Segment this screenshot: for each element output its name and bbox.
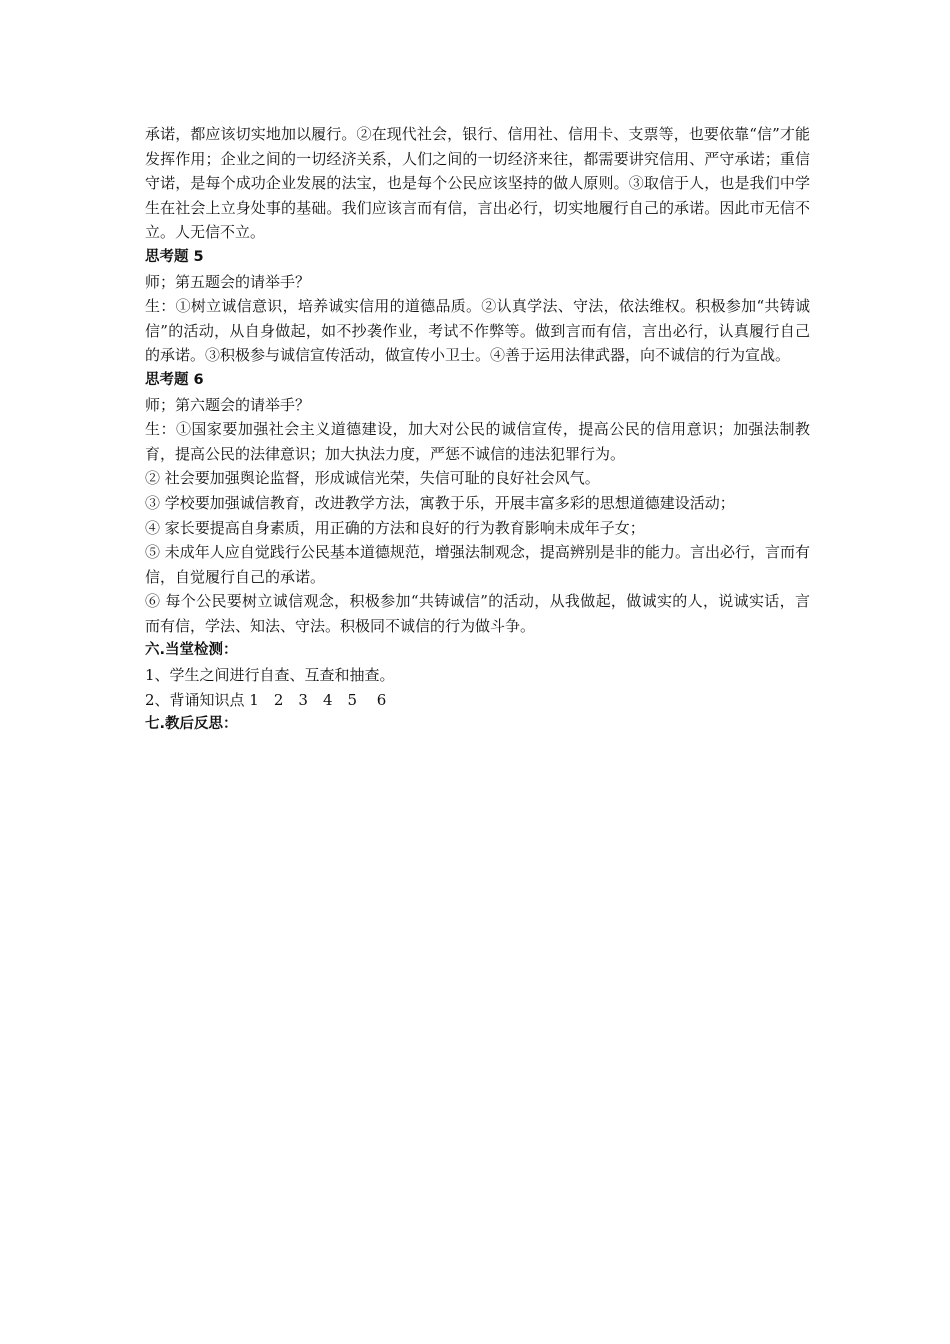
student-answer-question-6-item-5: ⑤ 未成年人应自觉践行公民基本道德规范，增强法制观念，提高辨别是非的能力。言出必行，言而有信，自觉履行自己的承诺。 xyxy=(145,543,810,586)
teacher-line-question-5: 师；第五题会的请举手？ xyxy=(145,272,311,291)
student-answer-question-6-item-6: ⑥ 每个公民要树立诚信观念，积极参加“共铸诚信”的活动，从我做起，做诚实的人，说诚实话，言而有信，学法、知法、守法。积极同不诚信的行为做斗争。 xyxy=(145,592,810,635)
student-answer-question-6-item-1: 生：①国家要加强社会主义道德建设，加大对公民的诚信宣传，提高公民的信用意识；加强法制教育，提高公民的法律意识；加大执法力度，严惩不诚信的违法犯罪行为。 xyxy=(145,420,810,463)
student-answer-question-6-item-3: ③ 学校要加强诚信教育，改进教学方法，寓教于乐，开展丰富多彩的思想道德建设活动； xyxy=(145,493,735,512)
heading-teaching-reflection: 七.教后反思： xyxy=(145,716,238,733)
paragraph-honesty-importance: 承诺，都应该切实地加以履行。②在现代社会，银行、信用社、信用卡、支票等，也要依靠“信”才能发挥作用；企业之间的一切经济关系，人们之间的一切经济来往，都需要讲究信用、严守承诺；重信守诺，是每个成功企业发展的法宝，也是每个公民应该坚持的做人原则。③取信于人，也是我们中学生在社会上立身处事的基础。我们应该言而有信，言出必行，切实地履行自己的承诺。因此市无信不立。人无信不立。 xyxy=(145,125,810,242)
heading-question-6: 思考题 6 xyxy=(145,371,204,388)
teacher-line-question-6: 师；第六题会的请举手？ xyxy=(145,395,311,414)
heading-question-5: 思考题 5 xyxy=(145,248,204,265)
heading-classroom-test: 六.当堂检测： xyxy=(145,642,238,659)
student-answer-question-5: 生：①树立诚信意识，培养诚实信用的道德品质。②认真学法、守法，依法维权。积极参加“共铸诚信”的活动，从自身做起，如不抄袭作业，考试不作弊等。做到言而有信，言出必行，认真履行自己的承诺。③积极参与诚信宣传活动，做宣传小卫士。④善于运用法律武器，向不诚信的行为宣战。 xyxy=(145,297,810,365)
student-answer-question-6-item-4: ④ 家长要提高自身素质，用正确的方法和良好的行为教育影响未成年子女； xyxy=(145,518,645,537)
document-body xyxy=(145,122,810,737)
classroom-test-item-2: 2、背诵知识点 1 2 3 4 5 6 xyxy=(145,690,387,709)
student-answer-question-6-item-2: ② 社会要加强舆论监督，形成诚信光荣，失信可耻的良好社会风气。 xyxy=(145,469,600,488)
classroom-test-item-1: 1、学生之间进行自查、互查和抽查。 xyxy=(145,666,395,685)
